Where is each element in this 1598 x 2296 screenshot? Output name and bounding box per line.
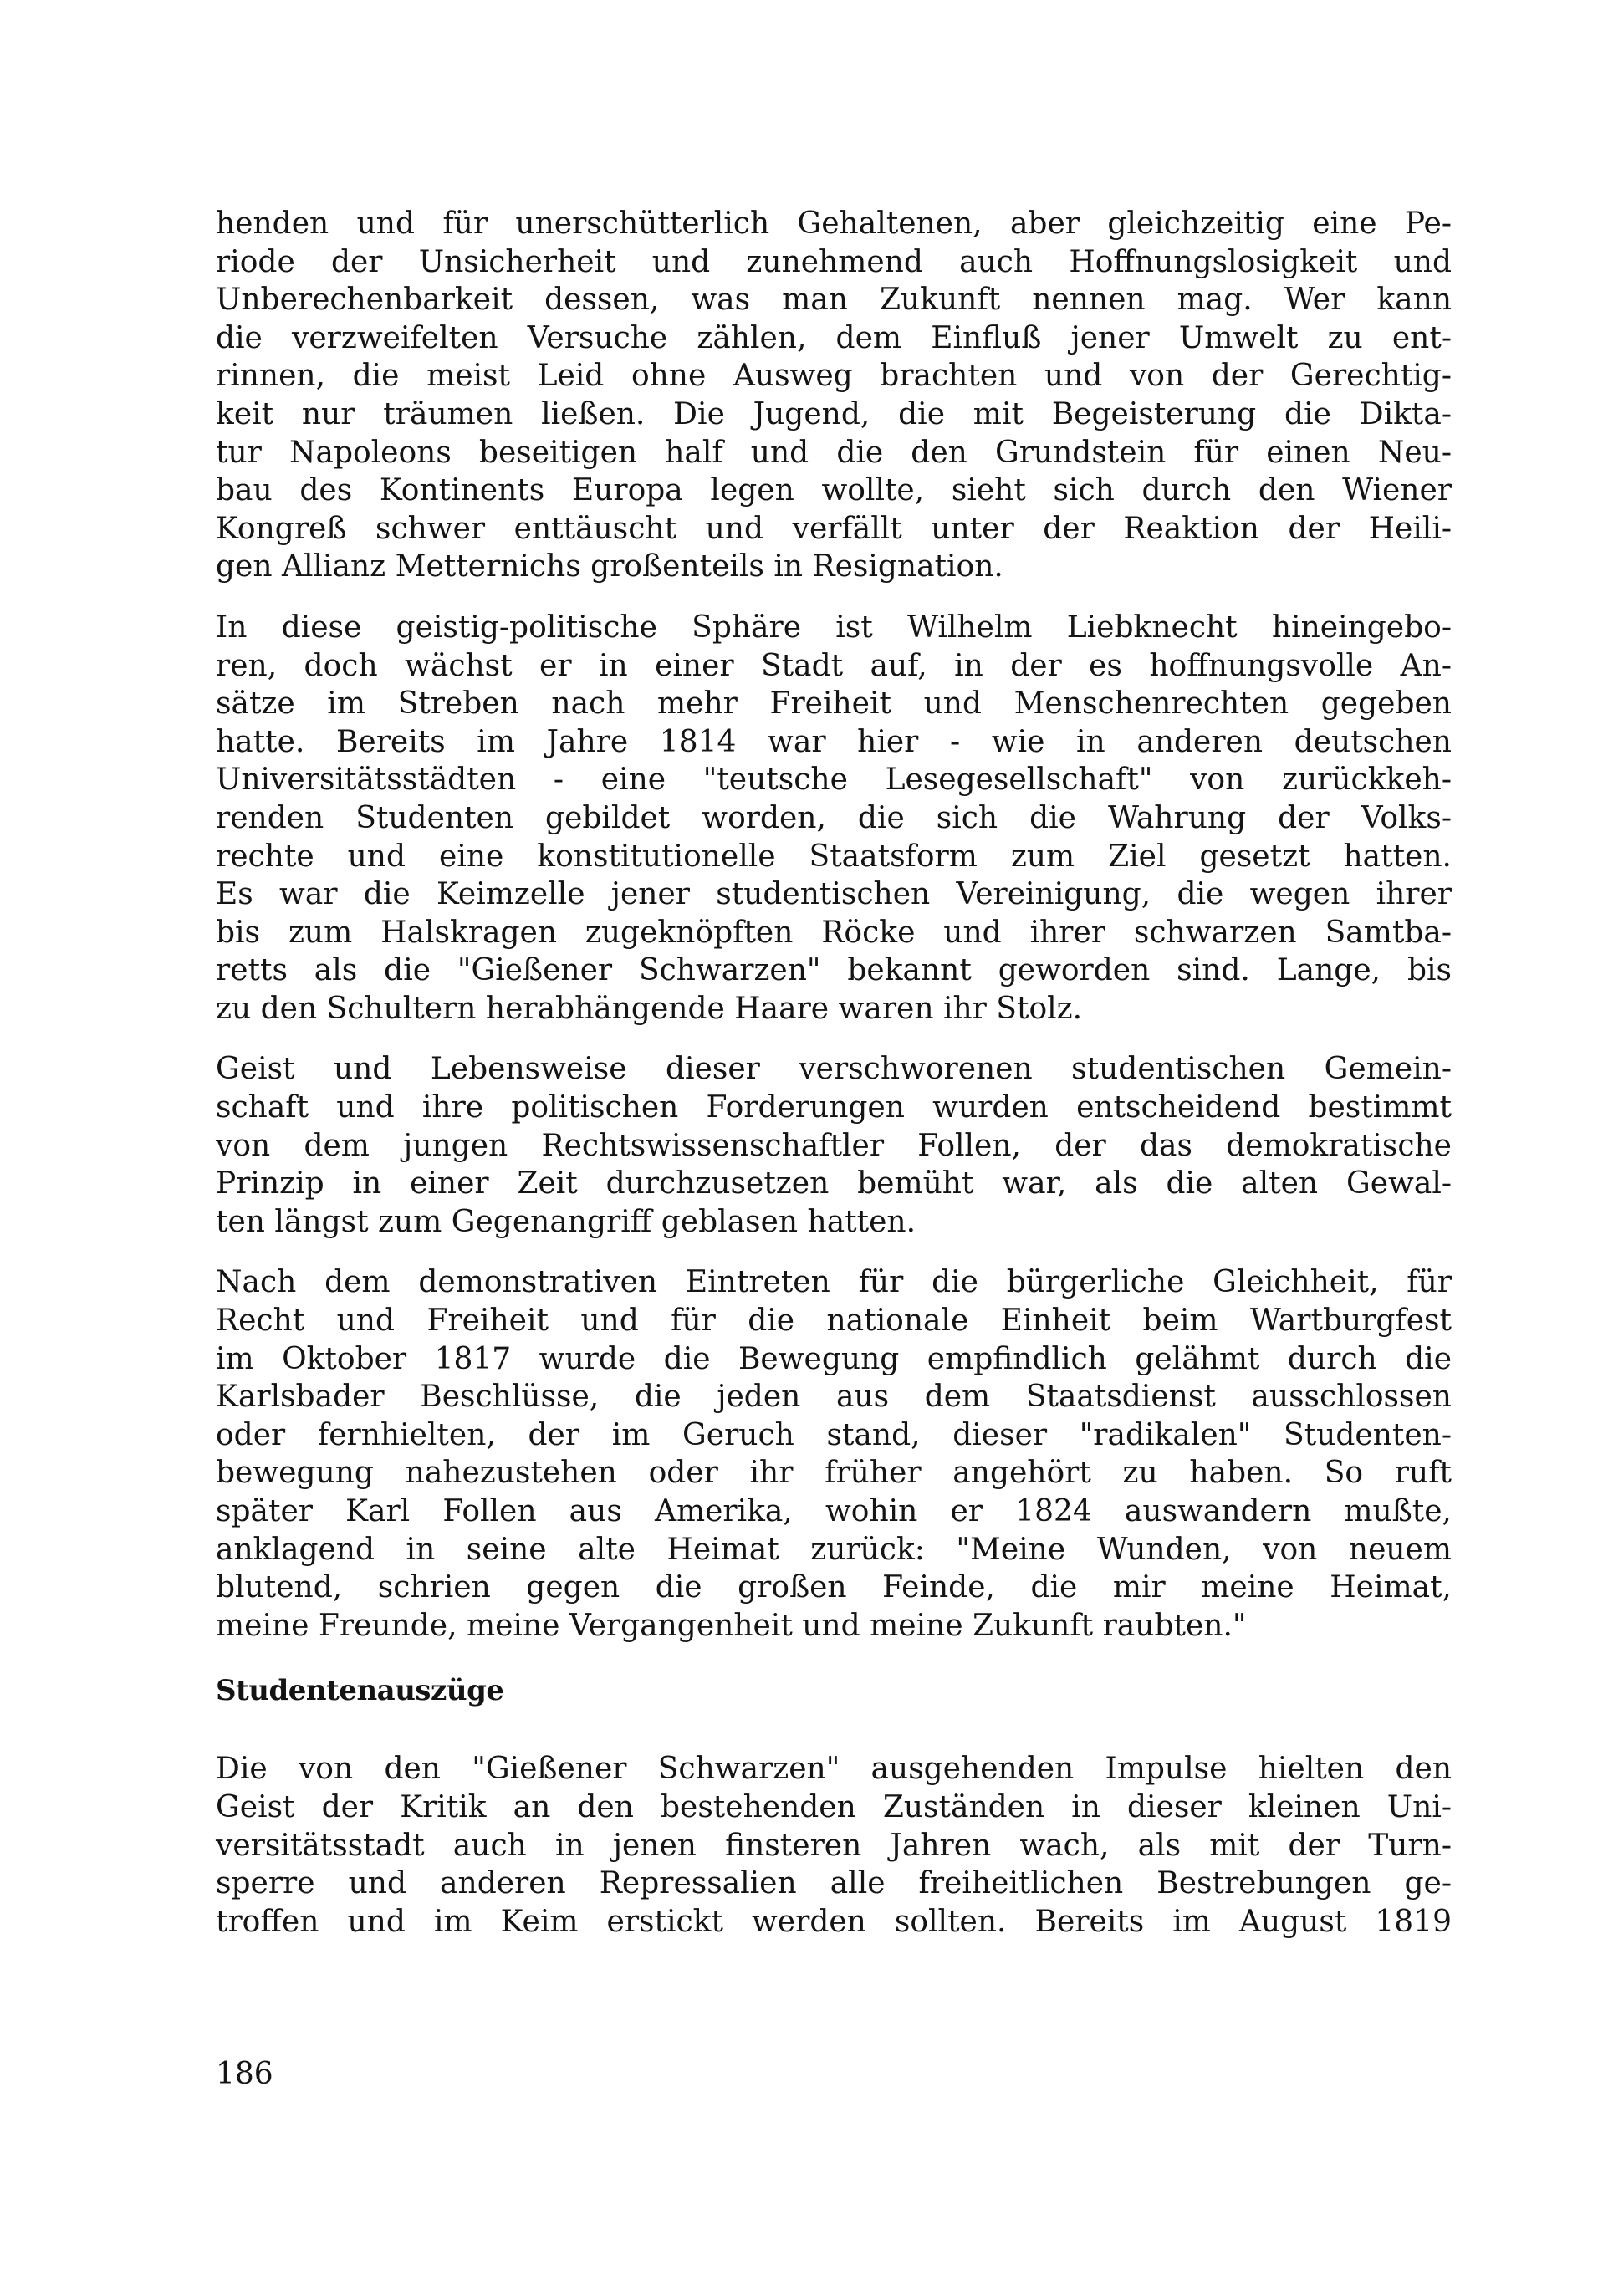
- text-line: meine Freunde, meine Vergangenheit und meine Zukunft raubten.": [216, 1608, 1247, 1643]
- text-line: anklagend in seine alte Heimat zurück: "Meine Wunden, von neuem: [216, 1532, 1452, 1567]
- text-line: von dem jungen Rechtswissenschaftler Follen, der das demokratische: [216, 1128, 1452, 1163]
- text-line: In diese geistig-politische Sphäre ist Wilhelm Liebknecht hineingebo-: [216, 610, 1452, 645]
- text-line: renden Studenten gebildet worden, die sich die Wahrung der Volks-: [216, 800, 1452, 835]
- text-line: Es war die Keimzelle jener studentischen Vereinigung, die wegen ihrer: [216, 877, 1452, 912]
- text-line: rinnen, die meist Leid ohne Ausweg brachten und von der Gerechtig-: [216, 359, 1452, 394]
- paragraph-1: [216, 205, 1452, 586]
- text-line: tur Napoleons beseitigen half und die den Grundstein für einen Neu-: [216, 435, 1452, 470]
- text-line: blutend, schrien gegen die großen Feinde, die mir meine Heimat,: [216, 1570, 1452, 1605]
- text-line: Recht und Freiheit und für die nationale Einheit beim Wartburgfest: [216, 1304, 1452, 1339]
- text-line: oder fernhielten, der im Geruch stand, dieser "radikalen" Studenten-: [216, 1417, 1452, 1452]
- paragraph-4: [216, 1263, 1452, 1645]
- text-line: retts als die "Gießener Schwarzen" bekannt geworden sind. Lange, bis: [216, 953, 1452, 988]
- text-line: Karlsbader Beschlüsse, die jeden aus dem Staatsdienst ausschlossen: [216, 1380, 1452, 1415]
- text-line: bewegung nahezustehen oder ihr früher angehört zu haben. So ruft: [216, 1456, 1452, 1491]
- text-line: sperre und anderen Repressalien alle freiheitlichen Bestrebungen ge-: [216, 1866, 1452, 1901]
- text-line: bau des Kontinents Europa legen wollte, sieht sich durch den Wiener: [216, 473, 1452, 508]
- text-line: riode der Unsicherheit und zunehmend auch Hoffnungslosigkeit und: [216, 244, 1452, 279]
- text-line: Prinzip in einer Zeit durchzusetzen bemüht war, als die alten Gewal-: [216, 1166, 1452, 1202]
- text-line: zu den Schultern herabhängende Haare waren ihr Stolz.: [216, 991, 1083, 1026]
- text-line: Geist der Kritik an den bestehenden Zuständen in dieser kleinen Uni-: [216, 1789, 1452, 1824]
- text-line: Universitätsstädten - eine "teutsche Lesegesellschaft" von zurückkeh-: [216, 763, 1452, 798]
- text-line: Kongreß schwer enttäuscht und verfällt unter der Reaktion der Heili-: [216, 511, 1452, 546]
- text-line: troffen und im Keim erstickt werden sollten. Bereits im August 1819: [216, 1904, 1452, 1939]
- text-line: henden und für unerschütterlich Gehaltenen, aber gleichzeitig eine Pe-: [216, 207, 1452, 241]
- text-line: Die von den "Gießener Schwarzen" ausgehenden Impulse hielten den: [216, 1752, 1452, 1787]
- text-line: hatte. Bereits im Jahre 1814 war hier - wie in anderen deutschen: [216, 724, 1452, 759]
- text-line: schaft und ihre politischen Forderungen wurden entscheidend bestimmt: [216, 1090, 1452, 1125]
- text-line: keit nur träumen ließen. Die Jugend, die mit Begeisterung die Dikta-: [216, 396, 1452, 431]
- text-line: später Karl Follen aus Amerika, wohin er 1824 auswandern mußte,: [216, 1494, 1452, 1528]
- text-line: rechte und eine konstitutionelle Staatsform zum Ziel gesetzt hatten.: [216, 839, 1452, 874]
- text-line: Unberechenbarkeit dessen, was man Zukunft nennen mag. Wer kann: [216, 283, 1452, 318]
- text-line: ten längst zum Gegenangriff geblasen hatten.: [216, 1204, 916, 1239]
- section-heading: Studentenauszüge: [216, 1674, 504, 1708]
- text-line: versitätsstadt auch in jenen finsteren Jahren wach, als mit der Turn-: [216, 1828, 1452, 1863]
- text-line: im Oktober 1817 wurde die Bewegung empfindlich gelähmt durch die: [216, 1341, 1452, 1376]
- paragraph-5: [216, 1750, 1452, 1941]
- page-number: 186: [216, 2057, 273, 2091]
- paragraph-3: [216, 1050, 1452, 1241]
- text-line: gen Allianz Metternichs großenteils in Resignation.: [216, 549, 1003, 584]
- page-body: [216, 205, 1452, 1941]
- text-line: bis zum Halskragen zugeknöpften Röcke und ihrer schwarzen Samtba-: [216, 915, 1452, 950]
- text-line: sätze im Streben nach mehr Freiheit und Menschenrechten gegeben: [216, 686, 1452, 722]
- text-line: ren, doch wächst er in einer Stadt auf, in der es hoffnungsvolle An-: [216, 648, 1452, 683]
- text-line: die verzweifelten Versuche zählen, dem Einfluß jener Umwelt zu ent-: [216, 320, 1452, 355]
- text-line: Nach dem demonstrativen Eintreten für die bürgerliche Gleichheit, für: [216, 1265, 1452, 1300]
- text-line: Geist und Lebensweise dieser verschworenen studentischen Gemein-: [216, 1052, 1452, 1087]
- paragraph-2: [216, 609, 1452, 1028]
